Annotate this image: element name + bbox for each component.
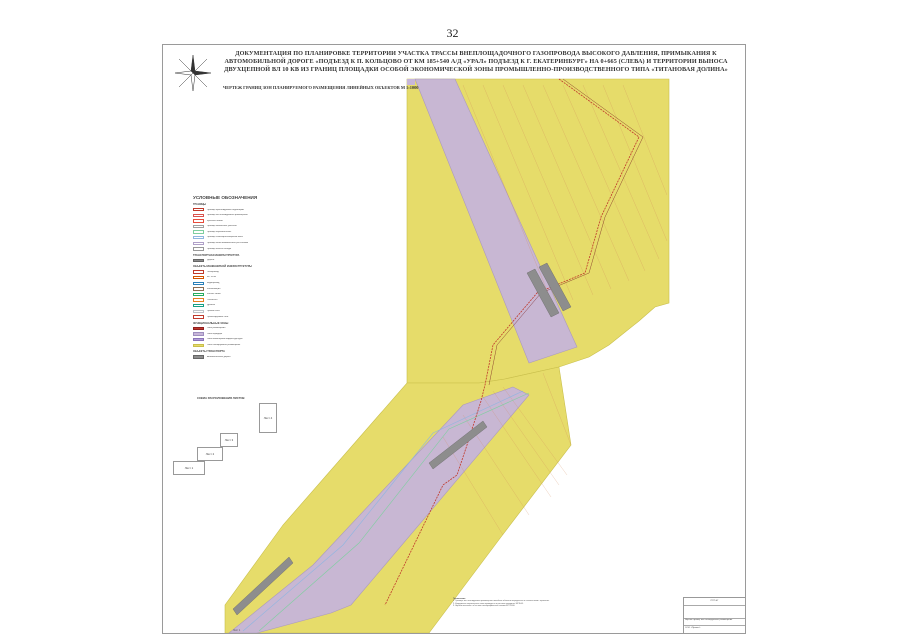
legend-swatch (193, 344, 204, 347)
stamp-code: ППТ-ЧГ (684, 598, 745, 606)
sheet-box-2: Лист 2 (197, 447, 223, 461)
note-line-2: 2. Координаты характерных точек приведены в системе координат МСК-66. (453, 602, 524, 605)
legend-swatch (193, 315, 204, 318)
legend-item-label: Граница проектируемой территории (207, 208, 244, 211)
legend-swatch (193, 304, 204, 307)
legend-swatch (193, 338, 204, 341)
legend-item-label: Граница земельных участков (207, 225, 237, 228)
legend-item-label: Прочие сети (207, 310, 220, 312)
legend-group-title: ФУНКЦИОНАЛЬНЫЕ ЗОНЫ (193, 321, 229, 325)
legend-item (193, 342, 343, 348)
document-subtitle: ЧЕРТЕЖ ГРАНИЦ ЗОН ПЛАНИРУЕМОГО РАЗМЕЩЕНИЯ ЛИНЕЙНЫХ ОБЪЕКТОВ М 1:1000 (223, 85, 419, 90)
legend-item-label: Водопровод (207, 282, 220, 285)
legend-item-label: Автомобильная дорога (207, 355, 231, 358)
sheet-scheme-title: СХЕМА РАСПОЛОЖЕНИЯ ЛИСТОВ (197, 396, 245, 400)
sheet-box-1: Лист 1 (173, 461, 205, 475)
legend-item-label: Проектируемые сети (207, 315, 229, 318)
legend-swatch (193, 214, 204, 217)
notes-block (453, 598, 653, 608)
drawing-sheet (162, 44, 746, 634)
legend-item-label: Дренаж (207, 304, 215, 307)
legend-item-label: Зона инженерной инфраструктуры (207, 338, 243, 341)
stamp-grid (684, 605, 745, 619)
legend-item-label: Теплосеть (207, 298, 218, 301)
legend-swatch (193, 293, 204, 296)
legend-swatch (193, 298, 204, 301)
legend-swatch (193, 242, 204, 245)
legend-item-label: Граница полосы отвода (207, 247, 232, 250)
legend-swatch (193, 219, 204, 222)
legend-item-label: Зона размещения (207, 327, 226, 330)
title-line-1: ДОКУМЕНТАЦИЯ ПО ПЛАНИРОВКЕ ТЕРРИТОРИИ УЧАСТКА ТРАССЫ ВНЕПЛОЩАДОЧНОГО ГАЗОПРОВОДА ВЫСОКОГО ДАВЛЕНИЯ, ПРИМЫКАНИЯ К (235, 50, 717, 57)
legend-item-label: Зона планируемого размещения (207, 343, 241, 346)
legend-swatch (193, 355, 204, 358)
legend-swatch (193, 230, 204, 233)
legend-item (193, 258, 343, 264)
legend-swatch (193, 236, 204, 239)
legend-swatch (193, 310, 204, 313)
legend-group-title: ГРАНИЦЫ (193, 203, 207, 206)
legend-swatch (193, 259, 204, 262)
notes-title: Примечание: (453, 598, 466, 600)
legend-list (193, 203, 343, 360)
stamp-sheet-title: Чертеж границ зон планируемого размещения (684, 618, 745, 626)
legend-item-label: Красные линии (207, 219, 223, 222)
legend-swatch (193, 276, 204, 279)
legend-item-label: Канализация (207, 287, 221, 290)
sheet-box-4: Лист 4 (259, 403, 277, 433)
page-number: 32 (446, 26, 459, 40)
title-line-2: АВТОМОБИЛЬНОЙ ДОРОГЕ «ПОДЪЕЗД К П. КОЛЬЦОВО ОТ КМ 185+540 А/Д «УРАЛ» ПОДЪЕЗД К Г. ЕКАТЕРИНБУРГ» НА 0+665 (СЛЕВА) И ТЕРРИТОРИИ ВЫНОСА (224, 58, 728, 65)
legend-item-label: Дороги (207, 259, 215, 262)
legend-group-title: ТРАНСПОРТНАЯ ИНФРАСТРУКТУРА (193, 253, 240, 257)
legend-swatch (193, 282, 204, 285)
legend-swatch (193, 287, 204, 290)
legend-item (193, 354, 343, 360)
legend-item-label: Граница охранной зоны (207, 230, 232, 233)
legend-heading: УСЛОВНЫЕ ОБОЗНАЧЕНИЯ (193, 195, 258, 200)
legend (193, 195, 343, 360)
stamp-org: ООО «Проект» (685, 627, 701, 629)
sheet-box-3: Лист 3 (220, 433, 238, 447)
note-line-3: 3. Чертеж выполнен на основе топографической съемки М 1:1000. (453, 605, 516, 608)
legend-swatch (193, 247, 204, 250)
title-line-3: ДВУХЦЕПНОЙ ВЛ 10 КВ ИЗ ГРАНИЦ ПЛОЩАДКИ ОСОБОЙ ЭКОНОМИЧЕСКОЙ ЗОНЫ ПРОМЫШЛЕННО-ПРОИЗВОДСТВЕННОГО ТИПА «ТИТАНОВАЯ ДОЛИНА» (224, 66, 728, 73)
note-line-1: 1. Границы зон планируемого размещения линейных объектов определены в соответствии с проектом. (453, 600, 550, 603)
legend-item-label: Кабель связи (207, 293, 221, 296)
legend-item-label: Зона коридора (207, 332, 223, 335)
legend-swatch (193, 327, 204, 330)
legend-item (193, 314, 343, 320)
legend-item-label: Граница зоны минимальных расстояний (207, 242, 249, 245)
title-block-stamp (683, 597, 745, 633)
legend-item-label: Газопровод (207, 270, 219, 273)
compass-rose-icon (173, 53, 213, 93)
legend-item (193, 246, 343, 252)
legend-item-label: Граница зон планируемого размещения (207, 214, 248, 217)
footer-label: Лист 1 (233, 629, 241, 632)
legend-item-label: ВЛ 10 кВ (207, 276, 216, 279)
legend-item-label: Граница санитарно-защитной зоны (207, 236, 243, 239)
legend-swatch (193, 270, 204, 273)
legend-swatch (193, 332, 204, 335)
legend-swatch (193, 225, 204, 228)
legend-group-title: ОБЪЕКТЫ ТРАНСПОРТА (193, 350, 225, 354)
legend-group-title: ОБЪЕКТЫ ИНЖЕНЕРНОЙ ИНФРАСТРУКТУРЫ (193, 265, 252, 269)
document-title (221, 50, 731, 74)
legend-swatch (193, 208, 204, 211)
